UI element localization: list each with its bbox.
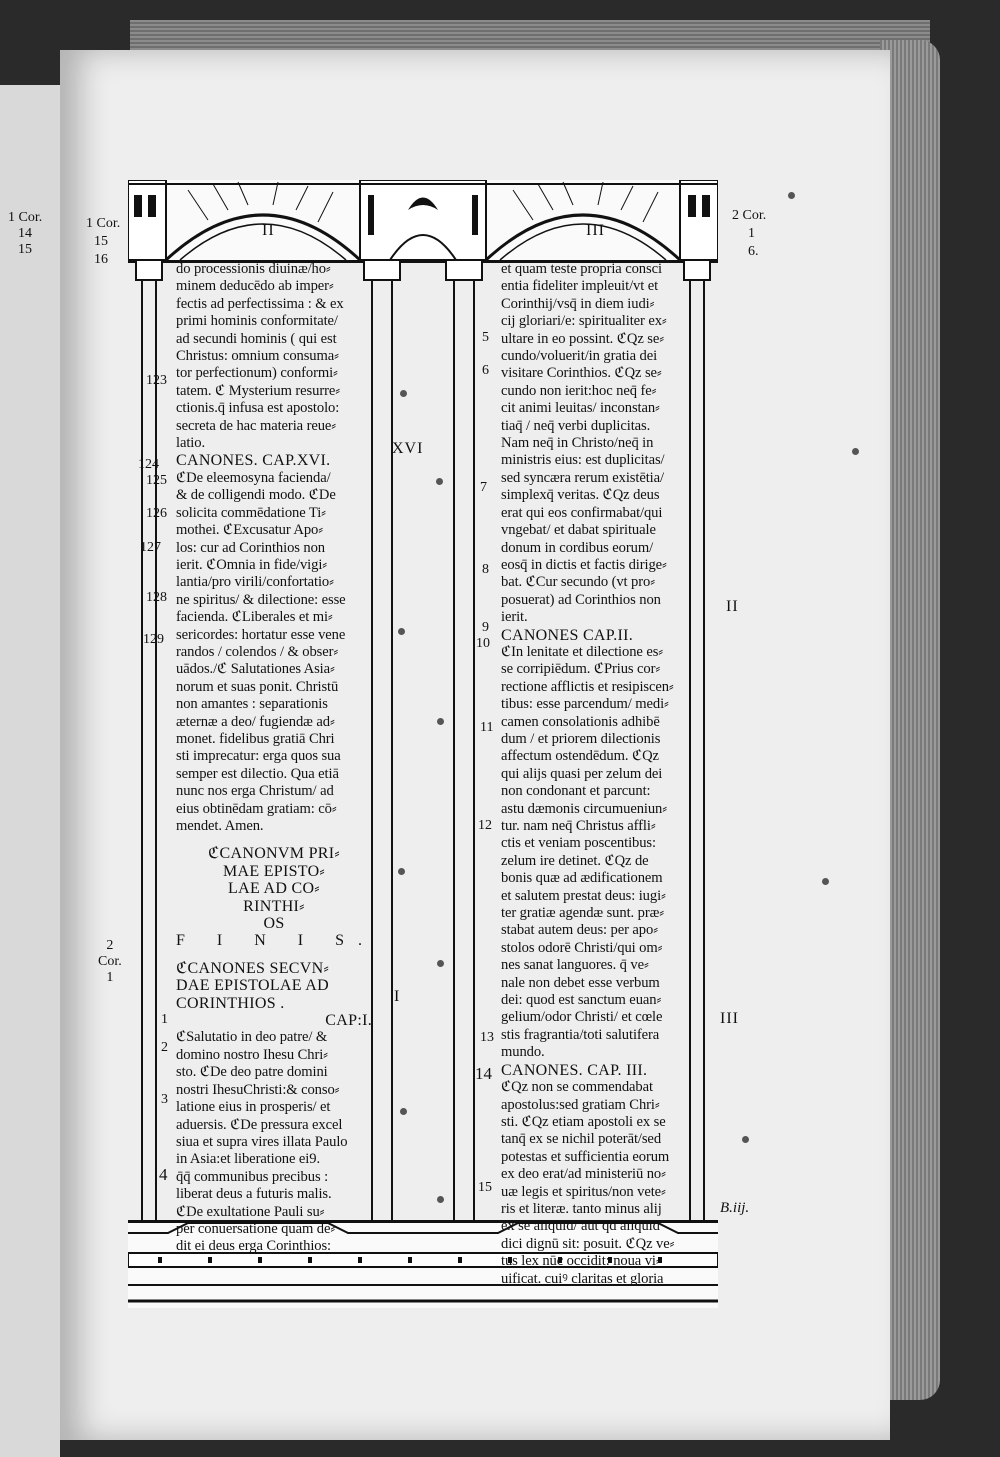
text-line: ex deo erat/ad ministeriū no⸗ [501,1166,666,1183]
text-line: bonis quæ ad ædificationem [501,870,663,887]
far-left-ref: 1 Cor. 14 15 [8,210,43,257]
margin-number: 4 [159,1165,168,1184]
right-lines [501,261,697,1288]
text-line: eosq̄ in dictis et factis dirige⸗ [501,556,667,573]
text-line: sed syncæra rerum existētia/ [501,469,664,486]
text-line: uādos./ℭ Salutationes Asia⸗ [176,661,335,678]
text-line: ne spiritus/ & dilectione: esse [176,591,346,608]
text-line: norum et suas ponit. Christū [176,678,339,695]
ink-speck [437,718,444,725]
text-line: zelum ire detinet. ℭQz de [501,852,649,869]
ink-speck [852,448,859,455]
text-line: bat. ℭCur secundo (vt pro⸗ [501,574,655,591]
chapter-numeral: XVI [392,440,424,457]
margin-number: 2 [161,1040,168,1055]
left-column-numeral: II [262,222,275,239]
margin-number: 127 [140,540,161,555]
text-line: nostri IhesuChristi:& conso⸗ [176,1081,340,1098]
text-line: affectum ostendēdum. ℭQz [501,748,659,765]
margin-number: 7 [480,480,487,495]
text-line: camen consolationis adhibē [501,713,660,730]
margin-number: 126 [146,506,167,521]
colophon-line: RINTHI⸗ [243,897,305,915]
margin-reference-2cor: 2 Cor. 1 [98,938,122,985]
text-line: mendet. Amen. [176,818,264,834]
text-line: astu dæmonis circumueniun⸗ [501,800,668,817]
margin-number: 14 [475,1064,492,1083]
text-line: stolos odorē Christi/qui om⸗ [501,939,663,956]
text-line: vngebat/ et dabat spirituale [501,522,656,539]
text-line: ierit. ℭOmnia in fide/vigi⸗ [176,556,328,573]
right-text-column [501,261,697,1288]
text-line: los: cur ad Corinthios non [176,539,326,556]
text-line: uæ legis et spiritus/non vete⸗ [501,1183,666,1200]
text-line: dum / et priorem dilectionis [501,730,661,747]
text-line: dici dignū sit: posuit. ℭQz ve⸗ [501,1235,675,1252]
margin-number: 6 [482,363,489,378]
text-line: dei: quod est sanctum euan⸗ [501,992,662,1009]
text-line: tus lex nūc occidit: noua vi⸗ [501,1253,661,1270]
text-line: sti imprecatur: erga quos sua [176,748,341,765]
text-line: ℭQz non se commendabat [501,1079,653,1096]
colophon-line: MAE EPISTO⸗ [222,862,326,880]
text-line: ℭDe eleemosyna facienda/ [176,469,331,486]
signature-mark: B.iij. [720,1200,750,1216]
text-line: CANONES. CAP. III. [501,1061,648,1079]
text-line: ℭSalutatio in deo patre/ & [176,1029,328,1046]
text-line: stis fragrantia/toti salutifera [501,1026,660,1043]
ink-speck [400,390,407,397]
text-line: siua et supra vires illata Paulo [176,1133,348,1150]
text-line: minem deducēdo ab imper⸗ [176,278,334,295]
text-line: entia fideliter impleuit/vt et [501,278,659,295]
colophon-line: ℭCANONVM PRI⸗ [207,845,341,863]
text-line: liberat deus a futuris malis. [176,1186,332,1203]
text-line: per conuersatione quam de⸗ [176,1220,336,1237]
text-line: tibus: esse parcendum/ medi⸗ [501,696,669,713]
text-line: tiaq̄ / neq̄ verbi duplicitas. [501,417,651,434]
text-line: domino nostro Ihesu Chri⸗ [176,1046,328,1063]
right-reference: 2 Cor. 1 6. [732,208,767,259]
text-line: q̄q̄ communibus precibus : [176,1168,329,1185]
margin-number: 15 [478,1180,492,1195]
colophon-line: OS [263,915,285,933]
text-line: donum in cordibus eorum/ [501,539,654,556]
text-line: ctis et veniam poscentibus: [501,835,656,852]
text-line: aduersis. ℭDe pressura excel [176,1116,343,1133]
text-line: Corinthij/vsq̄ in diem iudi⸗ [501,295,655,312]
text-line: primi hominis conformitate/ [176,313,338,330]
text-line: mundo. [501,1044,545,1061]
text-line: tor perfectionum) conformi⸗ [176,365,338,382]
facing-page [0,85,60,1457]
chapter-heading: CAP:I. [325,1012,372,1030]
text-line: non condonant et parcunt: [501,783,651,800]
text-line: se corripiēdum. ℭPrius cor⸗ [501,661,661,678]
margin-number: 9 [482,620,489,635]
text-line: tanq̄ ex se nichil poterāt/sed [501,1131,662,1148]
right-column-numeral: III [586,222,605,239]
text-line: in Asia:et liberatione ei9. [176,1151,321,1168]
ink-speck [822,878,829,885]
text-line: tatem. ℭ Mysterium resurre⸗ [176,382,340,399]
second-epistle-title: ℭCANONES SECVN⸗ [176,959,330,977]
text-line: & de colligendi modo. ℭDe [176,487,336,504]
text-line: ierit. [501,609,528,626]
text-line: nes sanat languores. q̄ ve⸗ [501,957,649,974]
left-reference: 1 Cor. 15 16 [86,216,121,267]
text-line: rectione afflictis et resipiscen⸗ [501,678,674,695]
margin-number: 5 [482,330,489,345]
text-line: latio. [176,435,205,452]
margin-number: 8 [482,562,489,577]
text-line: CANONES CAP.II. [501,626,634,644]
text-line: mothei. ℭExcusatur Apo⸗ [176,522,323,539]
text-line: randos / colendos / & obser⸗ [176,643,339,660]
text-line: erat qui eos confirmabat/qui [501,504,663,521]
ink-speck [398,628,405,635]
text-line: et quam teste propria consci [501,261,662,277]
second-epistle-title: DAE EPISTOLAE AD [176,977,329,995]
text-line: CANONES. CAP.XVI. [176,452,331,470]
ink-speck [788,192,795,199]
ink-speck [398,868,405,875]
arches-woodcut [128,180,718,263]
ink-speck [742,1136,749,1143]
text-line: semper est dilectio. Qua etiā [176,765,339,782]
text-line: tur. nam neq̄ Christus affli⸗ [501,818,656,834]
colophon-line: LAE AD CO⸗ [228,880,320,898]
left-lines-second [176,1029,372,1255]
text-line: ex se aliquid/ aut qd aliquid [501,1218,660,1235]
ink-speck [400,1108,407,1115]
text-line: lantia/pro virili/confortatio⸗ [176,574,334,591]
margin-number: 13 [480,1030,494,1045]
text-line: cij gloriari/e: spiritualiter ex⸗ [501,313,667,330]
text-line: et salutem prestat deus: iugi⸗ [501,887,666,904]
text-line: potestas et sufficientia eorum [501,1148,670,1165]
text-line: sto. ℭDe deo patre domini [176,1064,328,1081]
text-line: secreta de hac materia reue⸗ [176,417,337,434]
text-line: dit ei deus erga Corinthios: [176,1238,332,1255]
margin-number: 129 [143,632,164,647]
text-line: fectis ad perfectissima : & ex [176,295,344,312]
margin-number: 11 [480,720,494,735]
left-text-column [176,261,377,1256]
margin-number: 3 [161,1092,168,1107]
text-line: eius obtinēdam gratiam: cō⸗ [176,800,337,817]
text-line: Nam neq̄ in Christo/neq̄ in [501,435,654,452]
text-line: stabat autem deus: per apo⸗ [501,922,658,939]
margin-number: 1 [161,1012,168,1027]
margin-number: 124 [138,457,159,472]
chapter-numeral: III [720,1010,739,1027]
second-epistle-title: CORINTHIOS . [176,994,285,1012]
text-line: ris et literæ. tanto minus alij [501,1200,662,1217]
text-line: ministris eius: est duplicitas/ [501,452,665,469]
text-line: sti. ℭQz etiam apostoli ex se [501,1113,666,1130]
text-line: do processionis diuinæ/ho⸗ [176,261,331,277]
text-line: ter gratiæ agendæ sunt. præ⸗ [501,905,664,922]
left-lines [176,261,372,835]
colophon-finis: F I N I S. [176,932,377,950]
margin-number: 123 [146,373,167,388]
text-line: sericordes: hortatur esse vene [176,626,346,643]
margin-number: 12 [478,818,492,833]
text-line: nale non debet esse verbum [501,974,660,991]
ink-speck [436,478,443,485]
text-line: monet. fidelibus gratiā Chri [176,730,335,747]
margin-number: 125 [146,473,167,488]
ink-speck [437,1196,444,1203]
chapter-numeral: II [726,598,739,615]
text-line: apostolus:sed gratiam Chri⸗ [501,1096,660,1113]
text-line: latione eius in prosperis/ et [176,1099,331,1116]
text-line: solicita commēdatione Ti⸗ [176,504,326,521]
text-line: uificat. cuiꝰ claritas et gloria [501,1270,664,1287]
text-line: nunc nos erga Christum/ ad [176,783,334,800]
text-line: ctionis.q̄ infusa est apostolo: [176,400,340,417]
text-line: æternæ a deo/ fugiendæ ad⸗ [176,713,335,730]
text-line: facienda. ℭLiberales et mi⸗ [176,609,333,626]
text-line: non amantes : separationis [176,696,328,713]
text-line: cit animi leuitas/ inconstan⸗ [501,400,660,417]
text-line: simplexq̄ veritas. ℭQz deus [501,487,660,504]
margin-number: 128 [146,590,167,605]
text-line: Christus: omnium consuma⸗ [176,348,339,365]
text-line: ℭDe exultatione Pauli su⸗ [176,1203,325,1220]
margin-number: 10 [476,636,490,651]
text-line: cundo non ierit:hoc neq̄ fe⸗ [501,382,657,399]
text-line: ℭIn lenitate et dilectione es⸗ [501,643,664,660]
chapter-numeral: I [394,988,401,1005]
text-line: qui alijs quasi per zelum dei [501,765,663,782]
text-line: posuerat) ad Corinthios non [501,591,661,608]
text-line: ultare in eo possint. ℭQz se⸗ [501,330,664,347]
ink-speck [437,960,444,967]
text-line: gelium/odor Christi/ et cœle [501,1009,663,1026]
text-line: cundo/voluerit/in gratia dei [501,348,658,365]
text-line: visitare Corinthios. ℭQz se⸗ [501,365,662,382]
text-line: ad secundi hominis ( qui est [176,330,337,347]
